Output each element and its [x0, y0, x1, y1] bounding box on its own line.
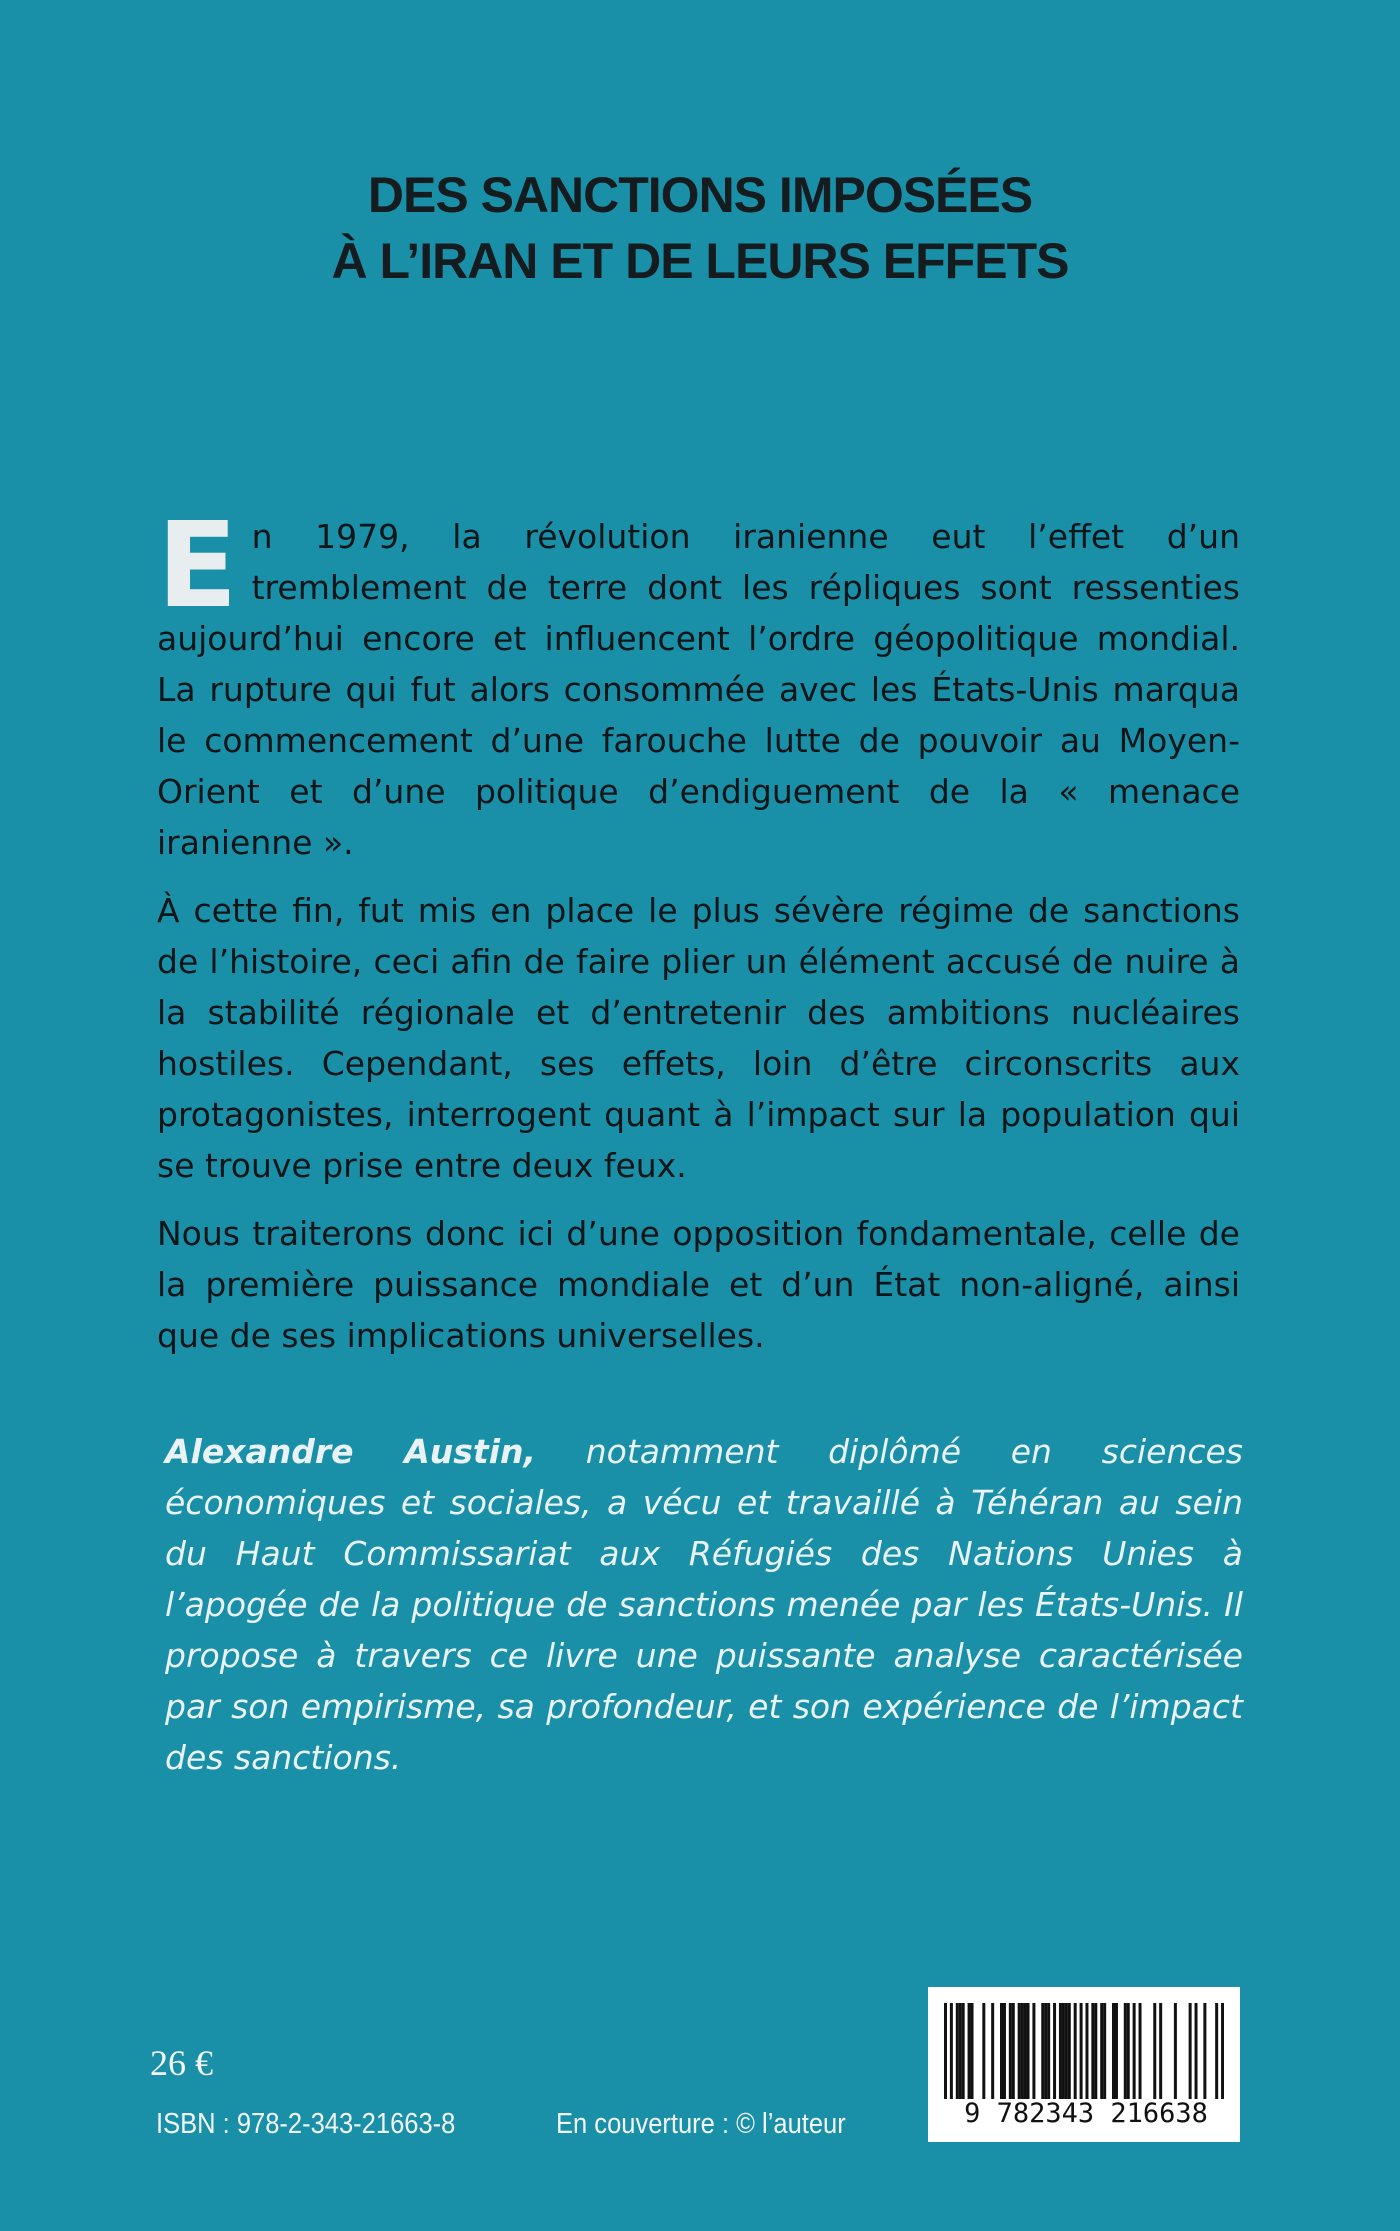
- author-bio: [165, 1426, 1243, 1783]
- author-bio-text: notamment diplômé en sciences économiques et sociales, a vécu et travaillé à Téhéran au sein du Haut Commissariat aux Réfugiés des Nations Unies à l’apogée de la politique de sanctions menée par les États-Unis. Il propose à travers ce livre une puissante analyse caractérisée par son empirisme, sa profondeur, et son expérience de l’impact des sanctions.: [165, 1432, 1243, 1777]
- barcode-bar: [991, 2003, 994, 2099]
- barcode-bar: [968, 2003, 971, 2099]
- barcode-bar: [1124, 2003, 1127, 2099]
- barcode-bar: [1047, 2003, 1050, 2099]
- barcode-bar: [1195, 2003, 1198, 2099]
- barcode-bar: [1053, 2003, 1056, 2099]
- barcode-bar: [1174, 2003, 1177, 2099]
- barcode-bar: [1027, 2003, 1030, 2099]
- barcode-bar: [971, 2003, 974, 2099]
- barcode-bar: [1018, 2003, 1021, 2099]
- barcode-bar: [1080, 2003, 1083, 2099]
- barcode-bar: [1074, 2003, 1077, 2099]
- barcode-bar: [1153, 2003, 1156, 2099]
- barcode-bar: [1139, 2003, 1142, 2099]
- barcode-bar: [1100, 2003, 1103, 2099]
- barcode-bar: [1024, 2003, 1027, 2099]
- author-name: Alexandre Austin,: [165, 1432, 537, 1471]
- isbn: ISBN : 978-2-343-21663-8: [156, 2108, 456, 2140]
- blurb-paragraph-1-text: n 1979, la révolution iranienne eut l’effet d’un tremblement de terre dont les répliques sont ressenties aujourd’hui encore et influencent l’ordre géopolitique mondial. La rupture qui fut alors consommée avec les États-Unis marqua le commencement d’une farouche lutte de pouvoir au Moyen-Orient et d’une politique d’endiguement de la « menace iranienne ».: [157, 517, 1240, 862]
- barcode-bar: [1003, 2003, 1006, 2099]
- barcode-bar: [1091, 2003, 1094, 2099]
- barcode-bar: [944, 2003, 947, 2099]
- barcode-bar: [1012, 2003, 1015, 2099]
- barcode-bar: [982, 2003, 985, 2099]
- barcode-bar: [956, 2003, 959, 2099]
- barcode-bar: [1159, 2003, 1162, 2099]
- blurb-paragraph-2: À cette fin, fut mis en place le plus sévère régime de sanctions de l’histoire, ceci afin de faire plier un élément accusé de nuire à la stabilité régionale et d’entretenir des ambitions nucléaires hostiles. Cependant, ses effets, loin d’être circonscrits aux protagonistes, interrogent quant à l’impact sur la population qui se trouve prise entre deux feux.: [157, 891, 1240, 1185]
- barcode-bar: [1065, 2003, 1068, 2099]
- barcode-bar: [1133, 2003, 1136, 2099]
- barcode-bar: [962, 2003, 965, 2099]
- barcode-bar: [1115, 2003, 1118, 2099]
- barcode-bar: [1215, 2003, 1218, 2099]
- barcode-bar: [1009, 2003, 1012, 2099]
- barcode-bar: [1127, 2003, 1130, 2099]
- drop-cap: E: [157, 496, 238, 634]
- barcode-bar: [1032, 2003, 1035, 2099]
- barcode-bar: [1021, 2003, 1024, 2099]
- barcode-digits: 9 782343 216638: [964, 2098, 1208, 2129]
- barcode-bar: [1112, 2003, 1115, 2099]
- barcode-bar: [1085, 2003, 1088, 2099]
- title-line-1: DES SANCTIONS IMPOSÉES: [367, 167, 1033, 223]
- barcode-bar: [950, 2003, 953, 2099]
- barcode-bar: [1203, 2003, 1206, 2099]
- barcode: [928, 1987, 1240, 2142]
- barcode-bar: [1221, 2003, 1224, 2099]
- title-line-2: À L’IRAN ET DE LEURS EFFETS: [331, 233, 1069, 289]
- barcode-bar: [1059, 2003, 1062, 2099]
- barcode-bar: [1000, 2003, 1003, 2099]
- price: 26 €: [150, 2043, 213, 2083]
- blurb-paragraph-3: Nous traiterons donc ici d’une opposition fondamentale, celle de la première puissance mondiale et d’un État non-aligné, ainsi que de ses implications universelles.: [157, 1214, 1240, 1355]
- blurb: [157, 496, 1240, 1378]
- barcode-bar: [959, 2003, 962, 2099]
- barcode-bar: [1189, 2003, 1192, 2099]
- book-title: [150, 162, 1250, 294]
- barcode-bar: [1062, 2003, 1065, 2099]
- barcode-bar: [1068, 2003, 1071, 2099]
- barcode-bar: [1041, 2003, 1044, 2099]
- barcode-bars: [944, 2003, 1224, 2099]
- blurb-paragraph-1: [157, 496, 1240, 868]
- barcode-bar: [1094, 2003, 1097, 2099]
- barcode-bar: [1103, 2003, 1106, 2099]
- barcode-bar: [1044, 2003, 1047, 2099]
- cover-credit: En couverture : © l’auteur: [556, 2108, 846, 2140]
